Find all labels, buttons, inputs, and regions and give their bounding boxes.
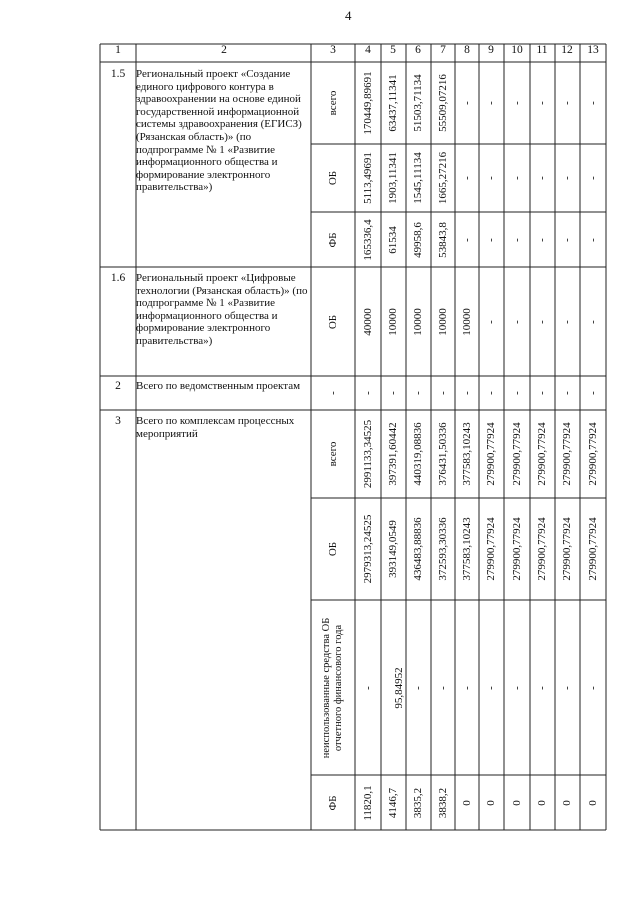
row-id-1-6: 1.6 (110, 272, 126, 284)
table-cell: 10000 (461, 307, 473, 336)
table-cell: - (561, 391, 573, 395)
table-cell: - (511, 685, 523, 690)
table-cell: - (587, 237, 599, 242)
table-cell: 279900,77924 (587, 517, 599, 581)
col-header-1: 1 (115, 44, 121, 56)
table-cell: 0 (561, 799, 573, 806)
table-cell: 51503,71134 (412, 74, 424, 132)
table-cell: - (362, 391, 374, 395)
table-cell: 436483,88836 (412, 517, 424, 581)
col-header-13: 13 (587, 44, 599, 56)
table-cell: 393149,0549 (387, 520, 399, 578)
table-cell: 376431,50336 (437, 422, 449, 486)
table-cell: 10000 (412, 307, 424, 336)
table-cell: - (362, 685, 374, 690)
table-cell: 0 (461, 799, 473, 806)
sub-row-label: всего (327, 441, 339, 467)
table-cell: - (587, 101, 599, 105)
row-label-1-6: Региональный проект «Цифровые технологии (Рязанская область)» (по подпрограмме № 1 «Развитие информационного общества и формирование электронного правительства») (136, 272, 308, 347)
table-cell: 279900,77924 (587, 422, 599, 486)
row-label-1-5: Региональный проект «Создание единого цифрового контура в здравоохранении на основе единой государственной информационной системы здравоохранения (ЕГИСЗ) (Рязанская область)» (по подпрограмме № 1 «Развитие информационного общества и формирование электронного правительства») (136, 68, 302, 194)
table-cell: 2991133,34525 (362, 419, 374, 489)
table-cell: - (561, 685, 573, 690)
row-id-1-5: 1.5 (110, 68, 126, 80)
table-cell: 61534 (387, 225, 399, 254)
table-cell: 55509,07216 (437, 74, 449, 132)
table-cell: 4146,7 (387, 787, 399, 818)
table-cell: - (485, 101, 497, 105)
col-header-12: 12 (561, 44, 573, 56)
col-header-11: 11 (536, 44, 548, 56)
table-cell: 40000 (362, 307, 374, 336)
col-header-4: 4 (365, 44, 371, 56)
table-cell: 0 (587, 799, 599, 806)
col-header-10: 10 (511, 44, 523, 56)
table-cell: 95,84952 (393, 666, 405, 709)
table-cell: 440319,08836 (412, 422, 424, 486)
table-cell: - (561, 237, 573, 242)
table-cell: 3838,2 (437, 787, 449, 818)
table-cell: 49958,6 (412, 221, 424, 258)
col-header-7: 7 (440, 44, 446, 56)
table-cell: 165336,4 (362, 218, 374, 261)
table-cell: 279900,77924 (485, 517, 497, 581)
table-cell: - (587, 176, 599, 180)
table-cell: - (511, 176, 523, 180)
sub-row-label: всего (327, 90, 339, 116)
table-cell: 3835,2 (412, 787, 424, 818)
sub-row-label: - (327, 391, 339, 395)
table-cell: 170449,89691 (362, 71, 374, 135)
row-label-3: Всего по комплексам процессных мероприятий (136, 415, 295, 440)
table-cell: - (485, 237, 497, 242)
col-header-2: 2 (221, 44, 227, 56)
table-cell: 10000 (437, 307, 449, 336)
table-cell: - (511, 319, 523, 324)
col-header-8: 8 (464, 44, 470, 56)
table-cell: - (461, 237, 473, 242)
table-cell: - (536, 319, 548, 324)
table-cell: - (536, 237, 548, 242)
table-cell: - (587, 685, 599, 690)
table-cell: - (587, 391, 599, 395)
table-cell: 5113,49691 (362, 152, 374, 204)
row-id-3: 3 (115, 415, 121, 427)
table-cell: 397391,60442 (387, 422, 399, 486)
table-cell: 279900,77924 (511, 517, 523, 581)
table-cell: - (536, 391, 548, 395)
table-cell: - (536, 685, 548, 690)
table-cell: - (536, 176, 548, 180)
table-cell: 377583,10243 (461, 422, 473, 486)
table-cell: 279900,77924 (536, 422, 548, 486)
table-cell: - (485, 685, 497, 690)
table-cell: 63437,11341 (387, 74, 399, 132)
col-header-6: 6 (415, 44, 421, 56)
table-cell: - (437, 391, 449, 395)
table-cell: 0 (485, 799, 497, 806)
row-id-2: 2 (115, 380, 121, 392)
table-cell: - (461, 391, 473, 395)
table-cell: 1665,27216 (437, 151, 449, 205)
table-cell: - (485, 319, 497, 324)
table-cell: - (485, 176, 497, 180)
sub-row-label: ОБ (327, 541, 339, 557)
table-cell: - (561, 319, 573, 324)
table-cell: - (461, 176, 473, 180)
table-cell: - (536, 101, 548, 105)
sub-row-label: ФБ (327, 794, 339, 811)
sub-row-label: неиспользованные средства ОБ отчетного финансового года (321, 617, 344, 758)
table-cell: - (437, 685, 449, 690)
table-cell: 2979313,24525 (362, 514, 374, 584)
table-cell: 11820,1 (362, 784, 374, 821)
col-header-3: 3 (330, 44, 336, 56)
table-cell: - (485, 391, 497, 395)
table-cell: 279900,77924 (536, 517, 548, 581)
table-cell: - (412, 391, 424, 395)
table-cell: 279900,77924 (485, 422, 497, 486)
table-cell: 0 (536, 799, 548, 806)
row-label-2: Всего по ведомственным проектам (136, 380, 301, 392)
table-cell: - (387, 391, 399, 395)
table-cell: 279900,77924 (561, 422, 573, 486)
sub-row-label: ОБ (327, 170, 339, 186)
table-cell: - (561, 176, 573, 180)
table-cell: 1545,11134 (412, 152, 424, 204)
table-cell: - (587, 319, 599, 324)
sub-row-label: ФБ (327, 231, 339, 248)
table-cell: 377583,10243 (461, 517, 473, 581)
table-cell: - (511, 391, 523, 395)
col-header-5: 5 (390, 44, 396, 56)
table-cell: 53843,8 (437, 221, 449, 258)
table-cell: - (461, 685, 473, 690)
table-cell: - (412, 685, 424, 690)
table-cell: 372593,30336 (437, 517, 449, 581)
table-cell: 10000 (387, 307, 399, 336)
table-cell: 279900,77924 (511, 422, 523, 486)
table-cell: 279900,77924 (561, 517, 573, 581)
page-number: 4 (345, 8, 352, 23)
table-cell: - (561, 101, 573, 105)
table-cell: 0 (511, 799, 523, 806)
table-cell: - (461, 101, 473, 105)
table-cell: - (511, 237, 523, 242)
sub-row-label: ОБ (327, 314, 339, 329)
col-header-9: 9 (488, 44, 494, 56)
table-cell: - (511, 101, 523, 105)
table-cell: 1903,11341 (387, 152, 399, 204)
